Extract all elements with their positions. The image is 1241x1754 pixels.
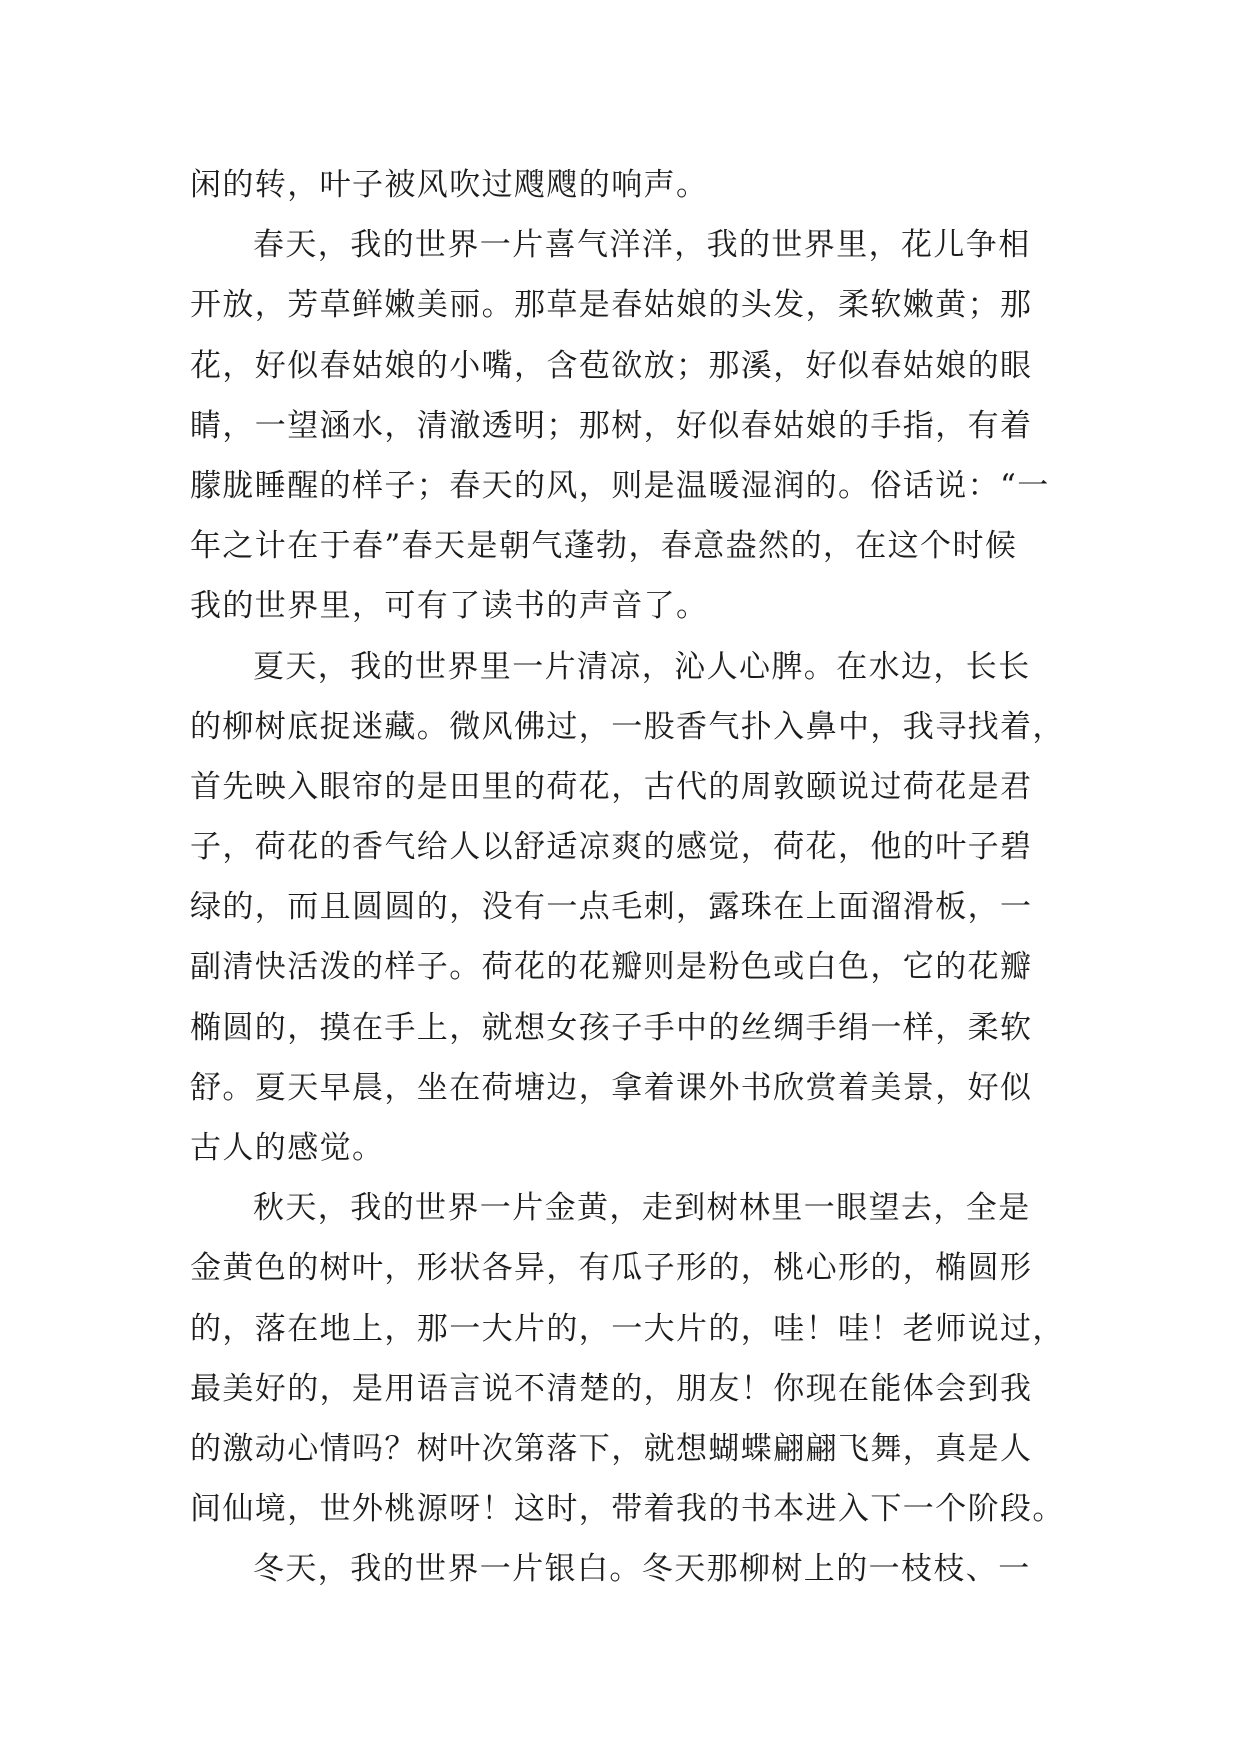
text-line: 椭圆的，摸在手上，就想女孩子手中的丝绸手绢一样，柔软 (190, 1009, 1033, 1046)
text-line: 春天，我的世界一片喜气洋洋，我的世界里，花儿争相 (253, 227, 1031, 264)
text-line: 金黄色的树叶，形状各异，有瓜子形的，桃心形的，椭圆形 (190, 1250, 1033, 1287)
text-line: 舒。夏天早晨，坐在荷塘边，拿着课外书欣赏着美景，好似 (190, 1069, 1033, 1106)
document-body (190, 155, 1065, 1600)
text-line: 闲的转，叶子被风吹过飕飕的响声。 (190, 167, 709, 203)
text-line: 子，荷花的香气给人以舒适凉爽的感觉，荷花，他的叶子碧 (190, 829, 1033, 866)
text-line: 花，好似春姑娘的小嘴，含苞欲放；那溪，好似春姑娘的眼 (190, 347, 1033, 384)
text-line: 朦胧睡醒的样子；春天的风，则是温暖湿润的。俗话说：“一 (190, 467, 1050, 504)
text-line: 夏天，我的世界里一片清凉，沁人心脾。在水边，长长 (253, 648, 1031, 685)
text-line: 睛，一望涵水，清澈透明；那树，好似春姑娘的手指，有着 (190, 407, 1033, 444)
text-line: 绿的，而且圆圆的，没有一点毛刺，露珠在上面溜滑板，一 (190, 889, 1033, 926)
text-line: 秋天，我的世界一片金黄，走到树林里一眼望去，全是 (253, 1190, 1031, 1227)
text-line: 开放，芳草鲜嫩美丽。那草是春姑娘的头发，柔软嫩黄；那 (190, 287, 1033, 324)
text-line: 间仙境，世外桃源呀！这时，带着我的书本进入下一个阶段。 (190, 1491, 1065, 1528)
text-line: 冬天，我的世界一片银白。冬天那柳树上的一枝枝、一 (253, 1551, 1031, 1588)
text-line: 的柳树底捉迷藏。微风佛过，一股香气扑入鼻中，我寻找着， (190, 708, 1065, 745)
text-line: 最美好的，是用语言说不清楚的，朋友！你现在能体会到我 (190, 1370, 1033, 1407)
text-line: 古人的感觉。 (190, 1130, 385, 1166)
text-line: 的，落在地上，那一大片的，一大片的，哇！哇！老师说过， (190, 1310, 1065, 1347)
text-line: 年之计在于春”春天是朝气蓬勃，春意盎然的，在这个时候 (190, 528, 1018, 565)
text-line: 我的世界里，可有了读书的声音了。 (190, 588, 709, 625)
text-line: 首先映入眼帘的是田里的荷花，古代的周敦颐说过荷花是君 (190, 768, 1033, 805)
text-line: 的激动心情吗？树叶次第落下，就想蝴蝶翩翩飞舞，真是人 (190, 1430, 1033, 1467)
text-line: 副清快活泼的样子。荷花的花瓣则是粉色或白色，它的花瓣 (190, 949, 1033, 986)
